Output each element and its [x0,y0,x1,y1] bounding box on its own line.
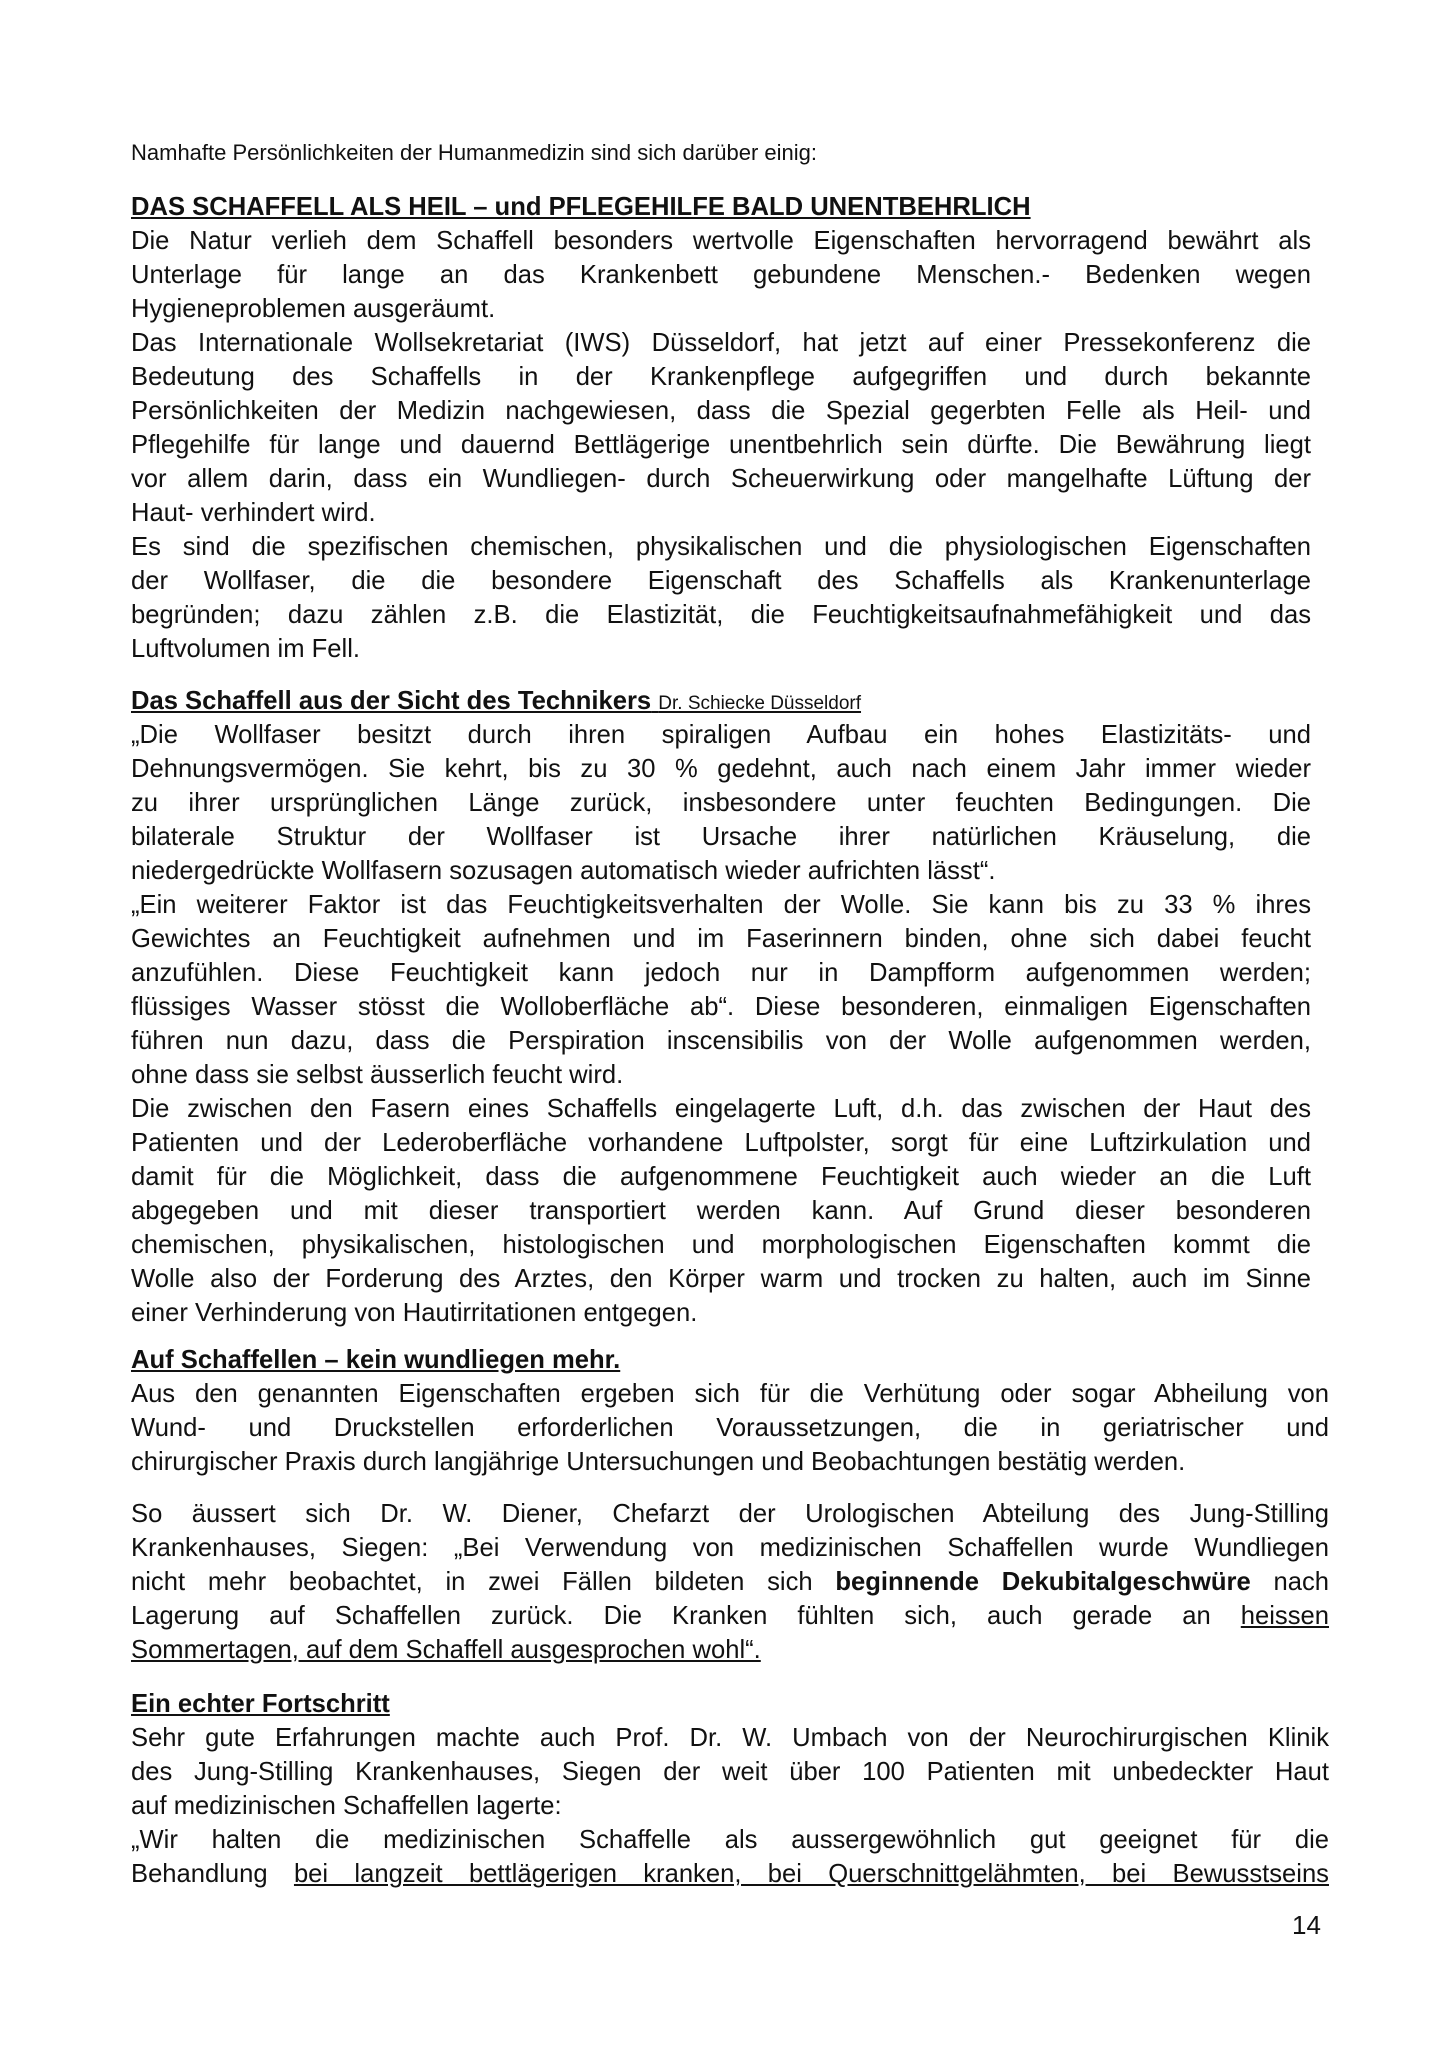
text-line: damit für die Möglichkeit, dass die aufgenommene Feuchtigkeit auch wieder an die Luft [131,1163,1311,1191]
text-line: vor allem darin, dass ein Wundliegen- durch Scheuerwirkung oder mangelhafte Lüftung der [131,465,1311,493]
bold-term: beginnende Dekubitalgeschwüre [835,1568,1251,1596]
text-line: niedergedrückte Wollfasern sozusagen automatisch wieder aufrichten lässt“. [131,857,996,885]
text-line: Bedeutung des Schaffells in der Krankenpflege aufgegriffen und durch bekannte [131,363,1311,391]
heading-kein-wundliegen: Auf Schaffellen – kein wundliegen mehr. [131,1346,621,1374]
underlined-text: heissen [1240,1602,1329,1630]
text-fragment: nach [1250,1568,1329,1596]
underlined-text: bei langzeit bettlägerigen kranken, bei Querschnittgelähmten, bei Bewusstseins [293,1860,1329,1888]
section-1-body [131,224,1311,666]
text-line: Sehr gute Erfahrungen machte auch Prof. Dr. W. Umbach von der Neurochirurgischen Klinik [131,1724,1329,1752]
text-line: führen nun dazu, dass die Perspiration inscensibilis von der Wolle aufgenommen werden, [131,1027,1311,1055]
text-line: Krankenhauses, Siegen: „Bei Verwendung von medizinischen Schaffellen wurde Wundliegen [131,1534,1329,1562]
text-line: Es sind die spezifischen chemischen, physikalischen und die physiologischen Eigenschaften [131,533,1311,561]
text-line: Unterlage für lange an das Krankenbett gebundene Menschen.- Bedenken wegen [131,261,1311,289]
text-line: Sommertagen, auf dem Schaffell ausgesprochen wohl“. [131,1636,761,1664]
text-fragment: nicht mehr beobachtet, in zwei Fällen bildeten sich [131,1568,836,1596]
text-line: Aus den genannten Eigenschaften ergeben sich für die Verhütung oder sogar Abheilung von [131,1380,1329,1408]
text-line: des Jung-Stilling Krankenhauses, Siegen der weit über 100 Patienten mit unbedeckter Haut [131,1758,1329,1786]
page-number: 14 [1292,1910,1321,1940]
byline: Dr. Schiecke Düsseldorf [658,693,862,714]
text-line: Gewichtes an Feuchtigkeit aufnehmen und im Faserinnern binden, ohne sich dabei feucht [131,925,1311,953]
text-line: der Wollfaser, die die besondere Eigenschaft des Schaffells als Krankenunterlage [131,567,1311,595]
intro-text: Namhafte Persönlichkeiten der Humanmedizin sind sich darüber einig: [131,140,818,165]
text-line [131,1565,1329,1599]
text-line: Patienten und der Lederoberfläche vorhandene Luftpolster, sorgt für eine Luftzirkulation und [131,1129,1311,1157]
text-line: Die Natur verlieh dem Schaffell besonders wertvolle Eigenschaften hervorragend bewährt als [131,227,1311,255]
text-line: So äussert sich Dr. W. Diener, Chefarzt der Urologischen Abteilung des Jung-Stilling [131,1500,1329,1528]
text-line: chemischen, physikalischen, histologischen und morphologischen Eigenschaften kommt die [131,1231,1311,1259]
heading-schaffell-heil-pflegehilfe: DAS SCHAFFELL ALS HEIL – und PFLEGEHILFE BALD UNENTBEHRLICH [131,193,1031,221]
text-line: Das Internationale Wollsekretariat (IWS) Düsseldorf, hat jetzt auf einer Pressekonferenz die [131,329,1311,357]
heading-echter-fortschritt: Ein echter Fortschritt [131,1690,390,1718]
text-line: „Die Wollfaser besitzt durch ihren spiraligen Aufbau ein hohes Elastizitäts- und [131,721,1311,749]
text-line: Dehnungsvermögen. Sie kehrt, bis zu 30 % gedehnt, auch nach einem Jahr immer wieder [131,755,1311,783]
section-2-body [131,718,1311,1330]
text-line: bilaterale Struktur der Wollfaser ist Ursache ihrer natürlichen Kräuselung, die [131,823,1311,851]
text-line: auf medizinischen Schaffellen lagerte: [131,1792,562,1820]
heading-text: Das Schaffell aus der Sicht des Technikers [131,687,652,715]
text-line: Wolle also der Forderung des Arztes, den Körper warm und trocken zu halten, auch im Sinne [131,1265,1311,1293]
text-fragment: Behandlung [131,1860,294,1888]
text-line: Pflegehilfe für lange und dauernd Bettlägerige unentbehrlich sein dürfte. Die Bewährung liegt [131,431,1311,459]
section-3-body [131,1377,1329,1479]
text-line: anzufühlen. Diese Feuchtigkeit kann jedoch nur in Dampfform aufgenommen werden; [131,959,1311,987]
text-line: zu ihrer ursprünglichen Länge zurück, insbesondere unter feuchten Bedingungen. Die [131,789,1311,817]
text-line: abgegeben und mit dieser transportiert werden kann. Auf Grund dieser besonderen [131,1197,1311,1225]
text-line: Hygieneproblemen ausgeräumt. [131,295,496,323]
heading-schaffell-techniker [131,684,861,721]
text-line: einer Verhinderung von Hautirritationen entgegen. [131,1299,698,1327]
text-line: „Ein weiterer Faktor ist das Feuchtigkeitsverhalten der Wolle. Sie kann bis zu 33 % ihres [131,891,1311,919]
text-line: Die zwischen den Fasern eines Schaffells eingelagerte Luft, d.h. das zwischen der Haut des [131,1095,1311,1123]
text-line: flüssiges Wasser stösst die Wolloberfläche ab“. Diese besonderen, einmaligen Eigenschaften [131,993,1311,1021]
text-line [131,1599,1329,1633]
section-3-quote-diener [131,1497,1329,1667]
text-line: ohne dass sie selbst äusserlich feucht wird. [131,1061,624,1089]
text-line: begründen; dazu zählen z.B. die Elastizität, die Feuchtigkeitsaufnahmefähigkeit und das [131,601,1311,629]
text-line [131,1857,1329,1891]
text-line: „Wir halten die medizinischen Schaffelle als aussergewöhnlich gut geeignet für die [131,1826,1329,1854]
text-fragment: Lagerung auf Schaffellen zurück. Die Kranken fühlten sich, auch gerade an [131,1602,1241,1630]
text-line: chirurgischer Praxis durch langjährige Untersuchungen und Beobachtungen bestätig werden. [131,1448,1186,1476]
text-line: Luftvolumen im Fell. [131,635,361,663]
text-line: Haut- verhindert wird. [131,499,376,527]
text-line: Wund- und Druckstellen erforderlichen Voraussetzungen, die in geriatrischer und [131,1414,1329,1442]
section-4-body [131,1721,1329,1891]
text-line: Persönlichkeiten der Medizin nachgewiesen, dass die Spezial gegerbten Felle als Heil- und [131,397,1311,425]
